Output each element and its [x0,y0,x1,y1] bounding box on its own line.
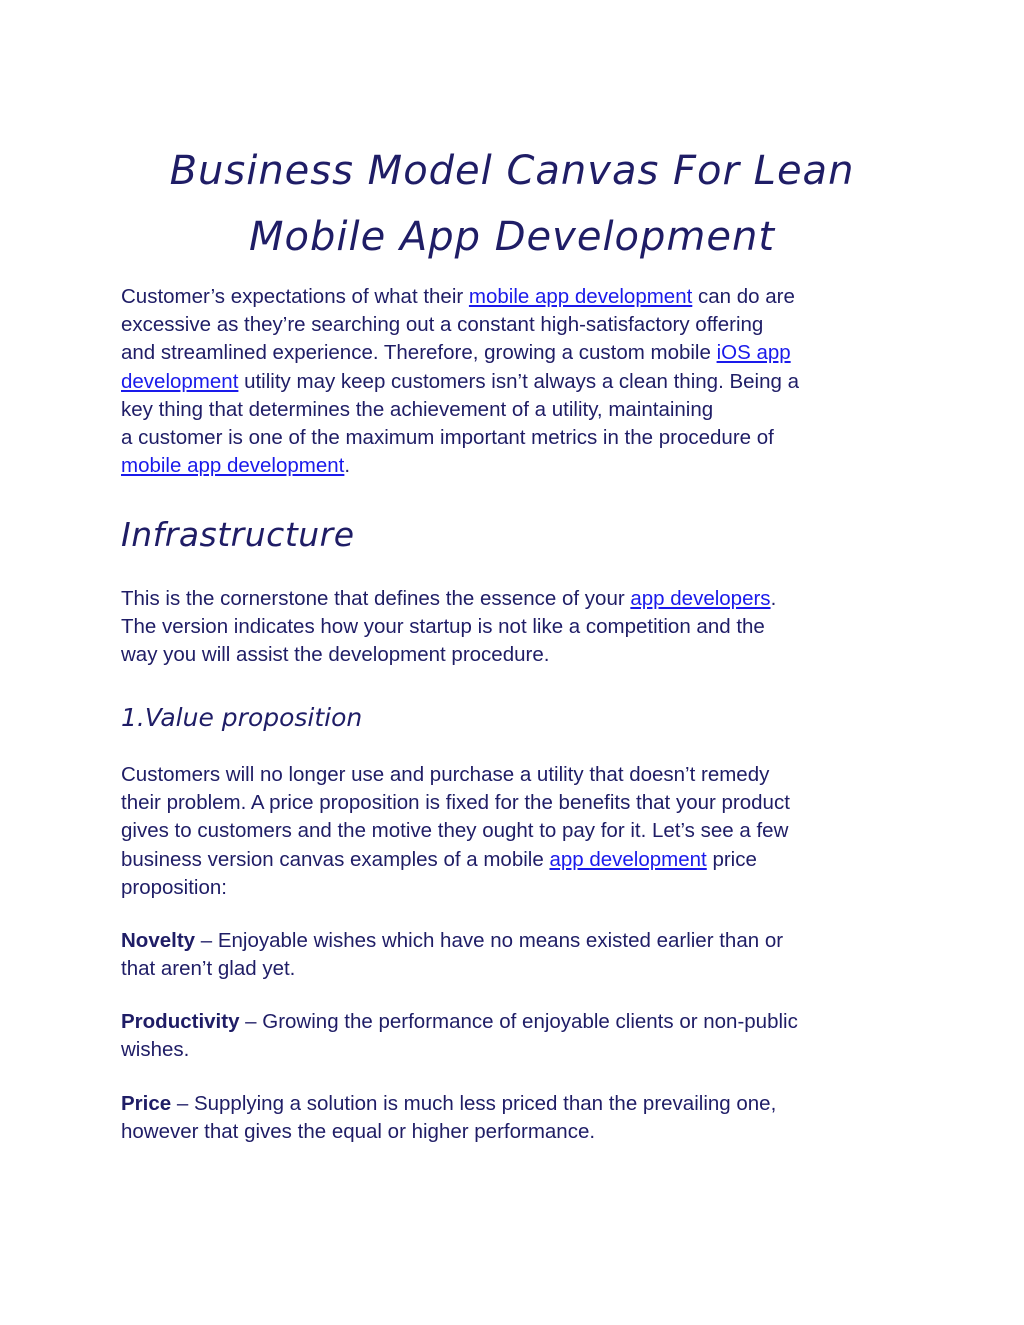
productivity-term: Productivity [121,1010,240,1033]
value-proposition-text: price [706,847,757,871]
intro-line-3 [121,339,911,367]
price-item [121,1090,911,1146]
novelty-line-2: that aren’t glad yet. [121,957,296,981]
infrastructure-paragraph [121,585,911,670]
value-proposition-text: business version canvas examples of a mobile [121,847,550,871]
intro-text: can do are [692,285,795,308]
app-developers-link[interactable]: app developers [630,587,771,610]
mobile-app-development-link[interactable]: mobile app development [468,285,693,308]
intro-text: . [344,454,351,478]
intro-text: utility may keep customers isn’t always a clean thing. Being a [238,369,799,393]
novelty-description: – Enjoyable wishes which have no means existed earlier than or [195,929,784,952]
page-title-line-2: Mobile App Development [248,214,776,260]
infrastructure-line-1 [121,585,911,613]
intro-line-4 [121,368,911,396]
value-proposition-line-3: gives to customers and the motive they ought to pay for it. Let’s see a few [121,819,789,843]
intro-line-6: a customer is one of the maximum important metrics in the procedure of [121,426,774,450]
productivity-description: – Growing the performance of enjoyable clients or non-public [239,1010,798,1033]
mobile-app-development-link-2[interactable]: mobile app development [121,454,345,478]
intro-text: Customer’s expectations of what their [121,285,469,308]
productivity-line-2: wishes. [121,1038,190,1062]
intro-line-7 [121,452,911,480]
novelty-line-1 [121,927,911,955]
value-proposition-line-2: their problem. A price proposition is fixed for the benefits that your product [121,791,790,815]
page-title [120,138,904,270]
price-line-1 [121,1090,911,1118]
value-proposition-line-4 [121,846,911,874]
novelty-item [121,927,911,983]
price-description: – Supplying a solution is much less priced than the prevailing one, [171,1092,777,1115]
price-term: Price [121,1092,172,1115]
ios-app-development-link-continued[interactable]: development [121,369,239,393]
infrastructure-line-3: way you will assist the development procedure. [121,643,550,667]
intro-paragraph [121,283,911,480]
infrastructure-heading: Infrastructure [121,515,355,554]
infrastructure-text: This is the cornerstone that defines the essence of your [121,587,631,610]
productivity-line-1 [121,1008,911,1036]
intro-line-1 [121,283,911,311]
intro-line-5: key thing that determines the achievement of a utility, maintaining [121,397,714,421]
value-proposition-paragraph [121,761,911,902]
app-development-link[interactable]: app development [549,847,707,871]
value-proposition-heading: 1.Value proposition [121,703,363,732]
value-proposition-line-1: Customers will no longer use and purchase a utility that doesn’t remedy [121,763,770,786]
productivity-item [121,1008,911,1064]
infrastructure-text: . [770,587,777,610]
intro-line-2: excessive as they’re searching out a constant high-satisfactory offering [121,313,764,337]
price-line-2: however that gives the equal or higher performance. [121,1120,596,1144]
ios-app-development-link[interactable]: iOS app [716,341,791,365]
intro-text: and streamlined experience. Therefore, growing a custom mobile [121,341,717,365]
novelty-term: Novelty [121,929,196,952]
value-proposition-line-5: proposition: [121,875,227,899]
page-title-line-1: Business Model Canvas For Lean [169,148,855,194]
infrastructure-line-2: The version indicates how your startup is not like a competition and the [121,615,765,639]
